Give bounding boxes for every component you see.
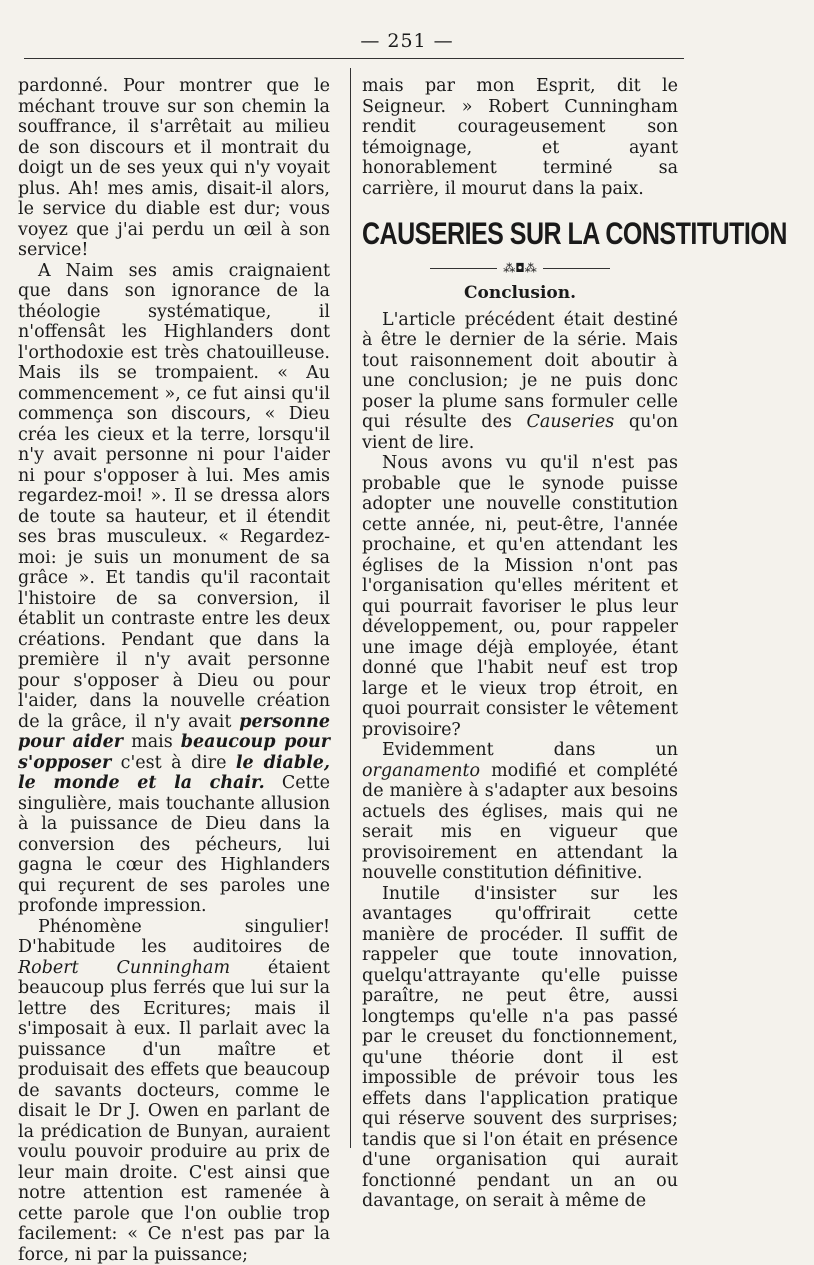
left-paragraph-1: pardonné. Pour montrer que le méchant trouve sur son chemin la souffrance, il s'arrêtait au milieu de son discours et il montrait du doigt un de ses yeux qui n'y voyait plus. Ah! mes amis, disait-il alors, le service du diable est dur; vous voyez que j'ai perdu un œil à son service! bbox=[18, 76, 330, 261]
left-p2-text: A Naim ses amis craignaient que dans son ignorance de la théologie systématique, il n'offensât les Highlanders dont l'orthodoxie est très chatouilleuse. Mais ils se trompaient. « Au commencement », ce fut ainsi qu'il commença son discours, « Dieu créa les cieux et la terre, lorsqu'il n'y avait personne ni pour l'aider ni pour s'opposer à lui. Mes amis regardez-moi! ». Il se dressa alors de toute sa hauteur, et il étendit ses bras musculeux. « Regardez-moi: je suis un monument de sa grâce ». Et tandis qu'il racontait l'histoire de sa conversion, il établit un contraste entre les deux créations. Pendant que dans la première il n'y avait personne pour s'opposer à Dieu ou pour l'aider, dans la nouvelle création de la grâce, il n'y avait bbox=[18, 261, 330, 732]
column-divider bbox=[350, 68, 351, 1148]
left-paragraph-2 bbox=[18, 261, 330, 917]
left-paragraph-3 bbox=[18, 917, 330, 1265]
header-rule bbox=[24, 58, 684, 59]
ornament-divider bbox=[430, 261, 610, 275]
left-column bbox=[18, 76, 330, 1265]
page-number: — 251 — bbox=[0, 30, 814, 52]
left-p2-emphasis-1: personne pour aider bbox=[18, 712, 330, 753]
right-p4-start: Evidemment dans un bbox=[382, 740, 678, 760]
right-paragraph-1: mais par mon Esprit, dit le Seigneur. » Robert Cunningham rendit courageusement son témoignage, et ayant honorablement terminé sa carrière, il mourut dans la paix. bbox=[362, 76, 678, 199]
section-title: CAUSERIES SUR LA CONSTITUTION bbox=[362, 215, 678, 253]
left-p2-mid-1: mais bbox=[131, 732, 173, 752]
right-column bbox=[362, 76, 678, 1212]
right-paragraph-3: Nous avons vu qu'il n'est pas probable que le synode puisse adopter une nouvelle constitution cette année, ni, peut-être, l'année prochaine, et qu'en attendant les églises de la Mission n'ont pas l'organisation qu'elles méritent et qui pourrait favoriser le plus leur développement, ou, pour rappeler une image déjà employée, étant donné que l'habit neuf est trop large et le vieux trop étroit, en quoi pourrait consister le vêtement provisoire? bbox=[362, 453, 678, 740]
left-p2-emphasis-3: le diable, le monde et la chair. bbox=[18, 753, 330, 794]
ornament-icon: ⁂◘⁂ bbox=[497, 258, 543, 279]
right-p4-emphasis: organamento bbox=[362, 761, 480, 781]
left-p2-end: Cette singulière, mais touchante allusion à la puissance de Dieu dans la conversion des pécheurs, lui gagna le cœur des Highlanders qui reçurent de ses paroles une profonde impression. bbox=[18, 773, 330, 916]
right-paragraph-5: Inutile d'insister sur les avantages qu'offrirait cette manière de procéder. Il suffit de rappeler que toute innovation, quelqu'attrayante qu'elle puisse paraître, ne peut être, aussi longtemps qu'elle n'a pas passé par le creuset du fonctionnement, qu'une théorie dont il est impossible de prévoir tous les effets dans l'application pratique qui réserve souvent des surprises; tandis que si l'on était en présence d'une organisation qui aurait fonctionné pendant un an ou davantage, on serait à même de bbox=[362, 884, 678, 1212]
left-p3-emphasis: Robert Cunningham bbox=[18, 958, 230, 978]
section-subtitle: Conclusion. bbox=[362, 283, 678, 304]
right-paragraph-4 bbox=[362, 740, 678, 884]
ornament-line-right bbox=[543, 268, 610, 269]
right-p2-end: qu'on vient de lire. bbox=[362, 412, 678, 453]
right-p4-end: modifié et complété de manière à s'adapter aux besoins actuels des églises, mais qui ne serait mis en vigueur que provisoirement en attendant la nouvelle constitution définitive. bbox=[362, 761, 678, 884]
left-p2-emphasis-2: beaucoup pour s'opposer bbox=[18, 732, 330, 773]
ornament-line-left bbox=[430, 268, 497, 269]
left-p3-start: Phénomène singulier! D'habitude les auditoires de bbox=[18, 917, 330, 958]
left-p3-end: étaient beaucoup plus ferrés que lui sur la lettre des Ecritures; mais il s'imposait à eux. Il parlait avec la puissance d'un maître et produisait des effets que beaucoup de savants docteurs, comme le disait le Dr J. Owen en parlant de la prédication de Bunyan, auraient voulu pouvoir produire au prix de leur main droite. C'est ainsi que notre attention est ramenée à cette parole que l'on oublie trop facilement: « Ce n'est pas par la force, ni par la puissance; bbox=[18, 958, 330, 1265]
right-p2-start: L'article précédent était destiné à être le dernier de la série. Mais tout raisonnement doit aboutir à une conclusion; je ne puis donc poser la plume sans formuler celle qui résulte des bbox=[362, 310, 678, 433]
right-paragraph-2 bbox=[362, 310, 678, 454]
left-p2-mid-2: c'est à dire bbox=[121, 753, 227, 773]
right-p2-emphasis: Causeries bbox=[527, 412, 615, 432]
